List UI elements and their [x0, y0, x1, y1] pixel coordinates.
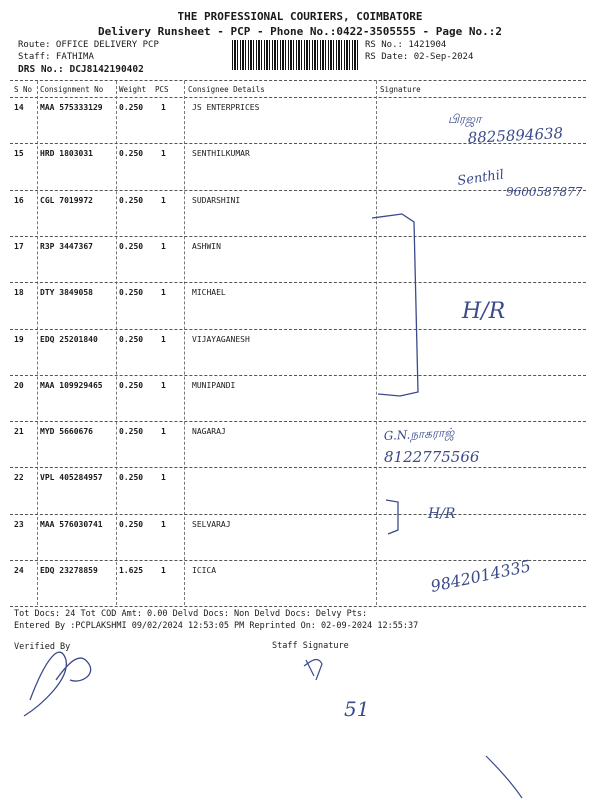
row-19-weight: 0.250 [119, 335, 144, 344]
row-17-sno: 17 [14, 242, 24, 251]
handwritten-name-21: G.N.நாகராஜ் [383, 425, 455, 443]
column-divider [376, 81, 377, 605]
row-20-pcs: 1 [161, 381, 166, 390]
handwritten-phone-24: 9842014335 [428, 556, 533, 596]
row-20-weight: 0.250 [119, 381, 144, 390]
row-18-weight: 0.250 [119, 288, 144, 297]
row-separator [10, 143, 586, 144]
row-22-weight: 0.250 [119, 473, 144, 482]
row-14-pcs: 1 [161, 103, 166, 112]
handwritten-bracket-stroke [372, 214, 418, 396]
row-23-consignee: SELVARAJ [192, 520, 231, 529]
row-14-consignment: MAA 575333129 [40, 103, 103, 112]
row-17-consignee: ASHWIN [192, 242, 221, 251]
row-22-pcs: 1 [161, 473, 166, 482]
col-header-signature: Signature [380, 85, 421, 94]
row-22-consignment: VPL 405284957 [40, 473, 103, 482]
staff-signature [304, 660, 322, 680]
col-header-consignee: Consignee Details [188, 85, 265, 94]
handwritten-name-15: Senthil [456, 167, 505, 189]
row-24-sno: 24 [14, 566, 24, 575]
row-21-consignment: MYD 5660676 [40, 427, 93, 436]
row-19-consignee: VIJAYAGANESH [192, 335, 250, 344]
handwritten-name-14: பிரஜா [448, 112, 482, 126]
row-separator [10, 329, 586, 330]
row-18-consignee: MICHAEL [192, 288, 226, 297]
row-17-pcs: 1 [161, 242, 166, 251]
company-title: THE PROFESSIONAL COURIERS, COIMBATORE [177, 10, 423, 23]
row-separator [10, 467, 586, 468]
row-15-consignment: HRD 1803031 [40, 149, 93, 158]
row-19-consignment: EDQ 25201840 [40, 335, 98, 344]
row-23-sno: 23 [14, 520, 24, 529]
row-18-consignment: DTY 3849058 [40, 288, 93, 297]
row-16-consignee: SUDARSHINI [192, 196, 241, 205]
entered-by: Entered By :PCPLAKSHMI 09/02/2024 12:53:05 PM Reprinted On: 02-09-2024 12:55:37 [14, 621, 419, 631]
row-separator [10, 606, 586, 607]
column-divider [184, 81, 185, 605]
row-separator [10, 514, 586, 515]
row-separator [10, 375, 586, 376]
row-23-weight: 0.250 [119, 520, 144, 529]
row-16-weight: 0.250 [119, 196, 144, 205]
row-separator [10, 236, 586, 237]
handwritten-phone-15: 9600587877 [506, 185, 583, 199]
row-20-sno: 20 [14, 381, 24, 390]
row-21-weight: 0.250 [119, 427, 144, 436]
barcode-icon [232, 40, 360, 70]
col-header-consignment: Consignment No [40, 85, 104, 94]
staff-label: Staff: FATHIMA [18, 52, 94, 62]
row-separator [10, 190, 586, 191]
handwritten-page-number: 51 [344, 697, 370, 721]
totals-summary: Tot Docs: 24 Tot COD Amt: 0.00 Delvd Docs: Non Delvd Docs: Delvy Pts: [14, 609, 368, 619]
row-20-consignment: MAA 109929465 [40, 381, 103, 390]
row-14-sno: 14 [14, 103, 24, 112]
row-21-sno: 21 [14, 427, 24, 436]
row-separator [10, 421, 586, 422]
row-16-consignment: CGL 7019972 [40, 196, 93, 205]
col-header-pcs: PCS [155, 85, 169, 94]
row-17-weight: 0.250 [119, 242, 144, 251]
column-divider [116, 81, 117, 605]
row-24-consignment: EDQ 23278859 [40, 566, 98, 575]
row-21-pcs: 1 [161, 427, 166, 436]
col-header-sno: S No [14, 85, 33, 94]
handwritten-mark-18: H/R [462, 299, 506, 324]
route-label: Route: OFFICE DELIVERY PCP [18, 40, 159, 50]
drs-number: DRS No.: DCJ8142190402 [18, 64, 144, 75]
header-rule-bottom [10, 97, 586, 98]
column-divider [37, 81, 38, 605]
pen-stroke [486, 756, 522, 798]
row-16-pcs: 1 [161, 196, 166, 205]
row-21-consignee: NAGARAJ [192, 427, 226, 436]
staff-signature-label: Staff Signature [272, 641, 349, 651]
verified-by-label: Verified By [14, 642, 71, 652]
row-15-consignee: SENTHILKUMAR [192, 149, 250, 158]
row-24-pcs: 1 [161, 566, 166, 575]
row-18-sno: 18 [14, 288, 24, 297]
header-rule-top [10, 80, 586, 81]
verifier-signature [24, 652, 91, 716]
row-separator [10, 560, 586, 561]
row-19-pcs: 1 [161, 335, 166, 344]
handwritten-bracket-stroke [386, 500, 398, 534]
row-14-consignee: JS ENTERPRICES [192, 103, 260, 112]
col-header-weight: Weight [119, 85, 147, 94]
handwritten-phone-14: 8825894638 [467, 124, 564, 147]
row-15-weight: 0.250 [119, 149, 144, 158]
row-19-sno: 19 [14, 335, 24, 344]
row-23-pcs: 1 [161, 520, 166, 529]
row-24-weight: 1.625 [119, 566, 144, 575]
handwritten-mark-23: H/R [428, 506, 456, 522]
rs-number: RS No.: 1421904 [365, 40, 447, 50]
row-18-pcs: 1 [161, 288, 166, 297]
row-15-pcs: 1 [161, 149, 166, 158]
row-16-sno: 16 [14, 196, 24, 205]
runsheet-subtitle: Delivery Runsheet - PCP - Phone No.:0422-3505555 - Page No.:2 [98, 25, 502, 38]
row-separator [10, 282, 586, 283]
row-15-sno: 15 [14, 149, 24, 158]
rs-date: RS Date: 02-Sep-2024 [365, 52, 474, 62]
row-14-weight: 0.250 [119, 103, 144, 112]
row-23-consignment: MAA 576030741 [40, 520, 103, 529]
row-24-consignee: ICICA [192, 566, 217, 575]
row-20-consignee: MUNIPANDI [192, 381, 236, 390]
row-22-sno: 22 [14, 473, 24, 482]
row-17-consignment: R3P 3447367 [40, 242, 93, 251]
handwritten-phone-21: 8122775566 [384, 448, 480, 466]
